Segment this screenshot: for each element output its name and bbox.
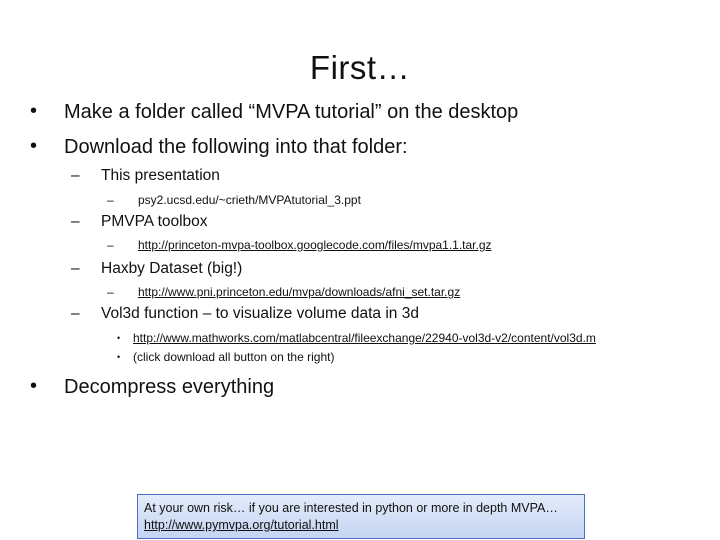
pymvpa-note-box [137,494,585,539]
bullet-text: Make a folder called “MVPA tutorial” on the desktop [64,101,519,123]
dash-icon: – [107,238,114,252]
slide-title: First… [309,49,411,86]
item-label: This presentation [101,167,220,184]
subitem-text: psy2.ucsd.edu/~crieth/MVPAtutorial_3.ppt [138,193,361,207]
bullet-dot-icon: • [30,100,38,122]
bullet-dot-icon: • [30,135,38,157]
dash-icon: – [71,213,80,230]
haxby-download-link[interactable]: http://www.pni.princeton.edu/mvpa/downloads/afni_set.tar.gz [138,285,461,299]
item-label: Vol3d function – to visualize volume data in 3d [101,305,419,322]
bullet-dot-icon: • [117,352,121,362]
dash-icon: – [71,260,80,277]
vol3d-download-link[interactable]: http://www.mathworks.com/matlabcentral/fileexchange/22940-vol3d-v2/content/vol3d.m [133,331,596,345]
note-text: At your own risk… if you are interested in python or more in depth MVPA… [144,501,558,515]
toolbox-download-link[interactable]: http://princeton-mvpa-toolbox.googlecode.com/files/mvpa1.1.tar.gz [138,238,492,252]
bullet-dot-icon: • [30,375,38,397]
bullet-dot-icon: • [117,333,121,343]
subitem-text: (click download all button on the right) [133,350,335,364]
dash-icon: – [107,285,114,299]
bullet-text: Download the following into that folder: [64,136,408,158]
dash-icon: – [71,305,80,322]
dash-icon: – [107,193,114,207]
dash-icon: – [71,167,80,184]
bullet-text: Decompress everything [64,376,275,398]
item-label: Haxby Dataset (big!) [101,260,243,277]
pymvpa-tutorial-link[interactable]: http://www.pymvpa.org/tutorial.html [144,518,339,532]
item-label: PMVPA toolbox [101,213,208,230]
